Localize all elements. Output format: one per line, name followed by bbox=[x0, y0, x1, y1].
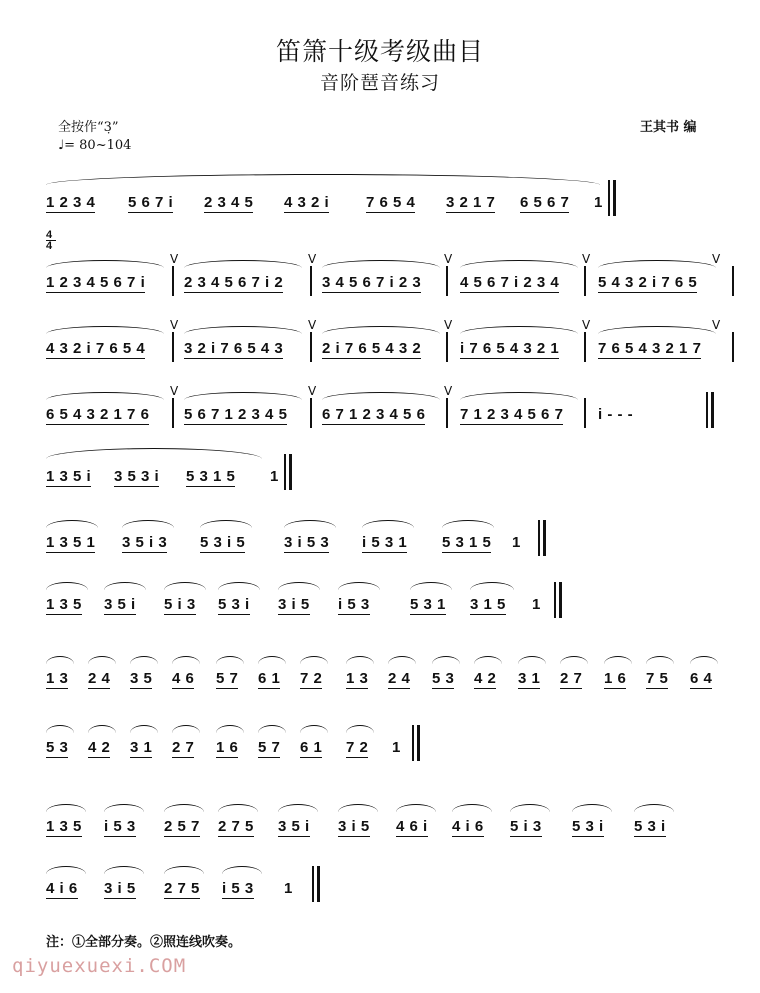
final-bar-thin bbox=[312, 866, 314, 902]
slur-arc bbox=[598, 260, 716, 268]
final-bar-thick bbox=[543, 520, 546, 556]
slur-arc bbox=[104, 866, 144, 874]
slur-arc bbox=[322, 260, 440, 268]
note-group: 3 5 i bbox=[104, 596, 136, 613]
slur-arc bbox=[130, 725, 158, 733]
note-group: 5 3 i bbox=[218, 596, 250, 613]
note-group: 4 2 bbox=[474, 670, 497, 687]
bar-line bbox=[446, 398, 448, 428]
score-row bbox=[0, 858, 760, 922]
slur-arc bbox=[346, 725, 374, 733]
breath-mark: V bbox=[444, 318, 453, 332]
bar-line bbox=[584, 398, 586, 428]
slur-arc bbox=[164, 582, 206, 590]
note-group: 4 i 6 bbox=[452, 818, 484, 835]
breath-mark: V bbox=[712, 318, 721, 332]
note-group: 3 i 5 bbox=[278, 596, 310, 613]
final-bar-thick bbox=[711, 392, 714, 428]
note-group: 4 i 6 bbox=[46, 880, 78, 897]
final-bar-thick bbox=[559, 582, 562, 618]
slur-arc bbox=[130, 656, 158, 664]
note-group: 7 1 2 3 4 5 6 7 bbox=[460, 406, 564, 423]
slur-arc bbox=[46, 725, 74, 733]
note-group: 1 2 3 4 bbox=[46, 194, 96, 211]
note-group: 1 6 bbox=[216, 739, 239, 756]
breath-mark: V bbox=[444, 384, 453, 398]
note-group: i 5 3 bbox=[338, 596, 370, 613]
note-group: 1 bbox=[532, 596, 541, 613]
slur-arc bbox=[216, 725, 244, 733]
slur-arc bbox=[172, 656, 200, 664]
slur-arc bbox=[598, 326, 716, 334]
slur-arc bbox=[460, 260, 578, 268]
slur-arc bbox=[46, 582, 88, 590]
slur-arc bbox=[572, 804, 612, 812]
page-title: 笛箫十级考级曲目 bbox=[275, 37, 484, 66]
slur-arc bbox=[410, 582, 452, 590]
slur-arc bbox=[46, 448, 262, 459]
note-group: 5 7 bbox=[258, 739, 281, 756]
bar-line bbox=[310, 332, 312, 362]
bar-line bbox=[584, 332, 586, 362]
breath-mark: V bbox=[582, 318, 591, 332]
score-row bbox=[0, 384, 760, 448]
slur-arc bbox=[300, 725, 328, 733]
slur-arc bbox=[46, 392, 164, 400]
bar-line bbox=[732, 266, 734, 296]
final-bar-thin bbox=[412, 725, 414, 761]
page-subtitle: 音阶琶音练习 bbox=[319, 72, 440, 94]
slur-arc bbox=[396, 804, 436, 812]
note-group: 3 1 bbox=[518, 670, 541, 687]
slur-arc bbox=[164, 866, 204, 874]
slur-arc bbox=[284, 520, 336, 528]
slur-arc bbox=[184, 326, 302, 334]
score-row bbox=[0, 446, 760, 510]
note-group: 3 5 i bbox=[278, 818, 310, 835]
note-group: 5 3 i bbox=[634, 818, 666, 835]
note-group: 3 5 3 i bbox=[114, 468, 160, 485]
final-bar-thin bbox=[608, 180, 610, 216]
slur-arc bbox=[172, 725, 200, 733]
note-group: 6 4 bbox=[690, 670, 713, 687]
note-group: 6 7 1 2 3 4 5 6 bbox=[322, 406, 426, 423]
slur-arc bbox=[510, 804, 550, 812]
time-signature-bottom: 4 bbox=[46, 240, 53, 252]
bar-line bbox=[446, 266, 448, 296]
score-row bbox=[0, 796, 760, 860]
slur-arc bbox=[346, 656, 374, 664]
breath-mark: V bbox=[444, 252, 453, 266]
note-group: i 5 3 bbox=[222, 880, 254, 897]
slur-arc bbox=[646, 656, 674, 664]
slur-arc bbox=[518, 656, 546, 664]
slur-arc bbox=[184, 392, 302, 400]
final-bar-thin bbox=[284, 454, 286, 490]
note-group: 5 6 7 i bbox=[128, 194, 174, 211]
score-row bbox=[0, 648, 760, 712]
slur-arc bbox=[218, 582, 260, 590]
note-group: 3 i 5 bbox=[338, 818, 370, 835]
slur-arc bbox=[634, 804, 674, 812]
note-group: 3 5 i 3 bbox=[122, 534, 168, 551]
slur-arc bbox=[322, 326, 440, 334]
note-group: 5 3 1 5 bbox=[186, 468, 236, 485]
slur-arc bbox=[46, 656, 74, 664]
slur-arc bbox=[604, 656, 632, 664]
score-row bbox=[0, 252, 760, 316]
slur-arc bbox=[560, 656, 588, 664]
slur-arc bbox=[46, 260, 164, 268]
note-group: 2 7 bbox=[560, 670, 583, 687]
breath-mark: V bbox=[308, 318, 317, 332]
final-bar-thick bbox=[317, 866, 320, 902]
final-bar-thin bbox=[554, 582, 556, 618]
final-bar-thin bbox=[706, 392, 708, 428]
note-group: 1 bbox=[512, 534, 521, 551]
note-group: 1 3 5 bbox=[46, 818, 82, 835]
slur-arc bbox=[278, 582, 320, 590]
slur-arc bbox=[216, 656, 244, 664]
bar-line bbox=[310, 398, 312, 428]
note-group: 5 3 i 5 bbox=[200, 534, 246, 551]
slur-arc bbox=[46, 866, 86, 874]
slur-arc bbox=[452, 804, 492, 812]
slur-arc bbox=[200, 520, 252, 528]
slur-arc bbox=[470, 582, 514, 590]
score-row bbox=[0, 318, 760, 382]
final-bar-thin bbox=[538, 520, 540, 556]
note-group: 4 3 2 i bbox=[284, 194, 330, 211]
note-group: 4 6 bbox=[172, 670, 195, 687]
fingering-note: 全按作“3̣” bbox=[58, 120, 119, 135]
slur-arc bbox=[46, 174, 600, 185]
note-group: 7 5 bbox=[646, 670, 669, 687]
bar-line bbox=[172, 398, 174, 428]
note-group: 2 4 bbox=[388, 670, 411, 687]
slur-arc bbox=[474, 656, 502, 664]
breath-mark: V bbox=[308, 252, 317, 266]
bar-line bbox=[732, 332, 734, 362]
note-group: 5 7 bbox=[216, 670, 239, 687]
slur-arc bbox=[258, 656, 286, 664]
note-group: 3 5 bbox=[130, 670, 153, 687]
note-group: 2 5 7 bbox=[164, 818, 200, 835]
note-group: 1 6 bbox=[604, 670, 627, 687]
final-bar-thick bbox=[417, 725, 420, 761]
slur-arc bbox=[442, 520, 494, 528]
note-group: 5 i 3 bbox=[164, 596, 196, 613]
note-group: 1 3 bbox=[46, 670, 69, 687]
note-group: 5 3 1 5 bbox=[442, 534, 492, 551]
breath-mark: V bbox=[308, 384, 317, 398]
slur-arc bbox=[362, 520, 414, 528]
bar-line bbox=[310, 266, 312, 296]
note-group: 1 bbox=[270, 468, 279, 485]
slur-arc bbox=[88, 656, 116, 664]
slur-arc bbox=[222, 866, 262, 874]
slur-arc bbox=[218, 804, 258, 812]
time-signature-top: 4 bbox=[46, 230, 56, 241]
slur-arc bbox=[322, 392, 440, 400]
bar-line bbox=[446, 332, 448, 362]
slur-arc bbox=[46, 804, 86, 812]
final-bar-thick bbox=[289, 454, 292, 490]
slur-arc bbox=[300, 656, 328, 664]
note-group: 4 6 i bbox=[396, 818, 428, 835]
watermark: qiyuexuexi.COM bbox=[12, 955, 187, 977]
note-group: 2 i 7 6 5 4 3 2 bbox=[322, 340, 422, 357]
note-group: 5 4 3 2 i 7 6 5 bbox=[598, 274, 698, 291]
note-group: 5 3 bbox=[46, 739, 69, 756]
note-group: 3 i 5 bbox=[104, 880, 136, 897]
slur-arc bbox=[184, 260, 302, 268]
note-group: 1 3 5 bbox=[46, 596, 82, 613]
note-group: 1 3 bbox=[346, 670, 369, 687]
slur-arc bbox=[104, 582, 146, 590]
note-group: 1 2 3 4 5 6 7 i bbox=[46, 274, 146, 291]
bar-line bbox=[172, 266, 174, 296]
note-group: 4 2 bbox=[88, 739, 111, 756]
note-group: i 5 3 bbox=[104, 818, 136, 835]
note-group: 4 5 6 7 i 2 3 4 bbox=[460, 274, 560, 291]
note-group: 1 bbox=[594, 194, 603, 211]
slur-arc bbox=[104, 804, 144, 812]
note-group: 3 1 bbox=[130, 739, 153, 756]
tempo-mark: ♩= 80~104 bbox=[58, 138, 132, 153]
score-row bbox=[0, 172, 760, 236]
slur-arc bbox=[460, 392, 578, 400]
slur-arc bbox=[164, 804, 204, 812]
note-group: 2 7 5 bbox=[164, 880, 200, 897]
note-group: 3 1 5 bbox=[470, 596, 506, 613]
note-group: 2 4 bbox=[88, 670, 111, 687]
breath-mark: V bbox=[170, 384, 179, 398]
breath-mark: V bbox=[582, 252, 591, 266]
slur-arc bbox=[690, 656, 718, 664]
breath-mark: V bbox=[170, 252, 179, 266]
score-row bbox=[0, 512, 760, 576]
note-group: 5 3 1 bbox=[410, 596, 446, 613]
note-group: i 7 6 5 4 3 2 1 bbox=[460, 340, 560, 357]
slur-arc bbox=[258, 725, 286, 733]
note-group: 2 7 bbox=[172, 739, 195, 756]
breath-mark: V bbox=[170, 318, 179, 332]
note-group: 1 bbox=[392, 739, 401, 756]
note-group: 3 4 5 6 7 i 2 3 bbox=[322, 274, 422, 291]
slur-arc bbox=[122, 520, 174, 528]
slur-arc bbox=[46, 326, 164, 334]
author-credit: 王其书 编 bbox=[640, 120, 697, 135]
slur-arc bbox=[338, 804, 378, 812]
note-group: 3 2 i 7 6 5 4 3 bbox=[184, 340, 284, 357]
note-group: 5 3 bbox=[432, 670, 455, 687]
note-group: 3 i 5 3 bbox=[284, 534, 330, 551]
note-group: 6 1 bbox=[258, 670, 281, 687]
note-group: 7 6 5 4 bbox=[366, 194, 416, 211]
slur-arc bbox=[88, 725, 116, 733]
note-group: 1 3 5 1 bbox=[46, 534, 96, 551]
slur-arc bbox=[460, 326, 578, 334]
note-group: 1 bbox=[284, 880, 293, 897]
slur-arc bbox=[338, 582, 380, 590]
breath-mark: V bbox=[712, 252, 721, 266]
final-bar-thick bbox=[613, 180, 616, 216]
note-group: 5 3 i bbox=[572, 818, 604, 835]
slur-arc bbox=[432, 656, 460, 664]
note-group: 7 2 bbox=[346, 739, 369, 756]
note-group: 2 7 5 bbox=[218, 818, 254, 835]
bar-line bbox=[172, 332, 174, 362]
note-group: 7 6 5 4 3 2 1 7 bbox=[598, 340, 702, 357]
note-group: 3 2 1 7 bbox=[446, 194, 496, 211]
slur-arc bbox=[46, 520, 98, 528]
slur-arc bbox=[388, 656, 416, 664]
note-group: 1 3 5 i bbox=[46, 468, 92, 485]
slur-arc bbox=[278, 804, 318, 812]
note-group: 6 1 bbox=[300, 739, 323, 756]
note-group: 2 3 4 5 bbox=[204, 194, 254, 211]
bar-line bbox=[584, 266, 586, 296]
note-group: 2 3 4 5 6 7 i 2 bbox=[184, 274, 284, 291]
note-group: 5 i 3 bbox=[510, 818, 542, 835]
note-group: 6 5 4 3 2 1 7 6 bbox=[46, 406, 150, 423]
note-group: 7 2 bbox=[300, 670, 323, 687]
note-group: 4 3 2 i 7 6 5 4 bbox=[46, 340, 146, 357]
footnote: 注：①全部分奏。②照连线吹奏。 bbox=[46, 935, 242, 950]
note-group: i 5 3 1 bbox=[362, 534, 408, 551]
score-row bbox=[0, 574, 760, 638]
note-group: 5 6 7 1 2 3 4 5 bbox=[184, 406, 288, 423]
note-group: i - - - bbox=[598, 406, 634, 423]
note-group: 6 5 6 7 bbox=[520, 194, 570, 211]
score-row bbox=[0, 717, 760, 781]
